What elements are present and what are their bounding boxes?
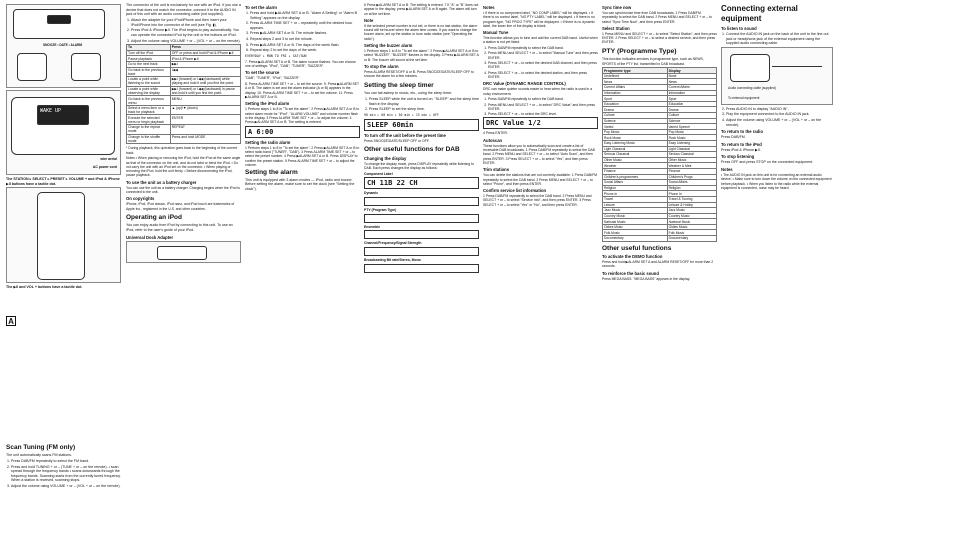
table-row	[127, 77, 241, 87]
dab-lcd-1	[364, 177, 479, 189]
cell: Current Affairs	[667, 85, 716, 91]
manual-step-3: 3. Press SELECT + or – to select the desired DAB channel, and then press ENTER.	[488, 61, 598, 70]
cell: Change to the shuffle mode	[127, 134, 171, 144]
connect-step-2: 2. Press AUDIO IN to display "AUDIO IN".	[726, 107, 833, 112]
unit-back-illustration	[730, 54, 770, 82]
change-display-text: To change the display mode, press DISPLAY repeatedly while listening to DAB. Each press changes the display as follows:	[364, 161, 474, 170]
manual-tune-text: This function allows you to tune and add the current DAB band. Useful when a station is not yet listed.	[483, 36, 598, 45]
alarm-step-5: 5. Press ▶ALARM SET A or B. The days of the week flash.	[250, 43, 360, 48]
sleep-step-1: 1. Press SLEEP while the unit is turned on. "SLEEP" and the sleep time flash in the display.	[369, 97, 479, 106]
dab-lcd-label-6: Broadcasting Bit rate/Stereo, Mono	[364, 258, 421, 263]
cell: Sport	[603, 96, 668, 102]
cell: Jazz Music	[603, 208, 668, 214]
ipod-title: Operating an iPod	[126, 213, 182, 221]
alarm-step-3: 3. Press ▶ALARM SET A or B. The minute flashes.	[250, 31, 360, 36]
confirm-text: 1 Press DAB/FM repeatedly to select the DAB band. 2 Press MENU and SELECT + or – to select "Service Info", and then press ENTER. 3 Press SELECT + or – to select "Yes" or "No", and then press ENTER.	[483, 194, 592, 207]
radio-alarm-title: Setting the radio alarm	[245, 139, 291, 145]
cell: Current Affairs	[603, 85, 668, 91]
cell: I◀◀	[170, 67, 240, 77]
cell: Weather & Metr	[667, 163, 716, 169]
pty-text: This function indicates services in programme type, such as NEWS, SPORTS of the PTY list, transmitted in DAB broadcast.	[602, 57, 704, 66]
cell: Leisure & Hobby	[667, 202, 716, 208]
other-functions-title: Other useful functions	[602, 244, 672, 252]
remote-illustration	[37, 192, 85, 280]
sleep-cycle: 90 min ▸ 60 min ▸ 30 min ▸ 15 min ▸ OFF	[364, 112, 439, 117]
cell: Go back to the previous track	[127, 67, 171, 77]
cable-caption: Audio connecting cable (supplied)	[728, 85, 776, 90]
figure-unit-top	[6, 4, 121, 88]
caption-top: The STATION ▸ SELECT ▸ PRESET ▸ VOLUME + and iPod & iPhone ▶II buttons have a tactile dot.	[6, 177, 120, 186]
ac-cord-label: AC power cord	[92, 165, 117, 169]
connect-step-3: 3. Play the equipment connected to the AUDIO IN jack.	[726, 112, 833, 117]
section-badge: A	[6, 316, 16, 326]
ipod-intro-note: The connector of the unit is exclusively for use with an iPod. If you use a device that does not match the connector, connect it to the AUDIO IN jack of this unit with an audio connecting cable (not supplied).	[126, 3, 241, 17]
connect-steps-1	[721, 32, 833, 46]
cell: ENTER	[170, 115, 240, 125]
drc-step-4: 4 Press ENTER.	[483, 131, 508, 136]
alarm-lcd: A 6:00	[245, 126, 360, 138]
scan-title: Scan Tuning (FM only)	[6, 443, 76, 451]
alarm-detail: 8. Press ALARM TIME SET + or – to set the source. 9. Press ▶ALARM SET A or B. The alarm is set and the alarm indicator (A or B) appears in the display. 10. Press ALARM TIME SET + or – to set the volume. 11. Press ▶ALARM SET A or B.	[245, 82, 360, 99]
stop-alarm-text: Press ALARM RESET/OFF A or B. Press SNOOZE/DATE/SLEEP OFF to snooze the alarm for a few minutes.	[364, 69, 474, 79]
cell: Undefined	[603, 73, 668, 79]
unit-back-view	[71, 53, 101, 81]
note-title: Note	[364, 17, 374, 23]
drc-text: DRC can make quieter sounds easier to hear when the radio is used in a noisy environment.	[483, 87, 593, 96]
scan-step-1: 1. Press DAB/FM repeatedly to select the FM band.	[11, 459, 121, 464]
cell: National Music	[667, 219, 716, 225]
cell: Pop Music	[603, 129, 668, 135]
alarm-step-2: 2. Press ALARM TIME SET + or – repeatedly until the desired hour appears.	[250, 21, 360, 30]
caption-bottom: The ▶II and VOL + buttons have a tactile dot.	[6, 285, 83, 289]
return-radio-title: To return to the radio	[721, 129, 764, 135]
alarm-intro: This unit is equipped with 3 alarm modes — iPod, radio and buzzer. Before setting the alarm, make sure to set the clock (see "Setting the clock").	[245, 177, 355, 191]
cell: Documentary	[603, 236, 668, 242]
cell: Folk Music	[667, 230, 716, 236]
table-row	[127, 105, 241, 115]
column-6	[602, 3, 717, 540]
cell: Varied	[603, 124, 668, 130]
cell: Go to the next track	[127, 61, 171, 67]
cell: Pause playback	[127, 56, 171, 62]
col7-notes-title: Notes	[721, 166, 733, 172]
drc-title: DRC Value (DYNAMIC RANGE CONTROL)	[483, 81, 566, 87]
cell: Documentary	[667, 236, 716, 242]
cell: Religion	[667, 185, 716, 191]
listen-title: To listen to sound	[721, 26, 757, 31]
dab-lcd-label-3: PTY (Program Type)	[364, 207, 397, 212]
cell: Science	[667, 118, 716, 124]
days-cycle: EVERYDAY ▸ MON TO FRI ▸ SAT/SUN	[245, 53, 307, 58]
ipod-text: You can enjoy audio from iPod by connecting to this unit. To use an iPod, refer to the user's guide of your iPod.	[126, 223, 233, 233]
sleep-timer-title: Setting the sleep timer	[364, 81, 434, 89]
ipod-control-table	[126, 44, 241, 144]
connect-step-1: 1. Connect the AUDIO IN jack on the back of the unit to the line out jack or headphone jack of the external equipment using the supplied audio connecting cable.	[726, 32, 833, 46]
select-station-text: 1 Press MENU and SELECT + or – to select "Select Station", and then press ENTER. 2 Press SELECT + or – to select a desired service, and then press ENTER.	[602, 31, 717, 45]
demo-text: Press and hold ▶ALARM SET A and ALARM RESET/OFF for more than 2 seconds.	[602, 260, 714, 269]
dab-lcd-2	[364, 197, 479, 206]
unit-illustration	[13, 9, 105, 39]
cell: Turn off the iPod	[127, 50, 171, 56]
dab-lcd-label-1: Component Label	[364, 171, 393, 176]
pty-table	[602, 67, 717, 241]
manual-select-title: Select Station	[602, 25, 630, 31]
cell: National Music	[603, 219, 668, 225]
cell: Pop Music	[667, 129, 716, 135]
notes-title: Notes	[483, 5, 495, 10]
copyright-title: On copyrights	[126, 196, 155, 202]
stop-listening-title: To stop listening	[721, 154, 755, 160]
cell: Go back to the previous menu	[127, 96, 171, 106]
display-readout: WAKE UP	[40, 108, 62, 114]
notes-block: Notes • When placing or removing the iPod, hold the iPod at the same angle as that of the connector on the unit, and do not twist or bend the iPod. • Do not carry the unit with an iPod set on the connector. • When playing or removing the iPod, hold the unit firmly. • Before disconnecting the iPod, pause playback.	[126, 156, 241, 178]
drc-step-1: 1. Press DAB/FM repeatedly to select the DAB band.	[488, 97, 598, 101]
table-row	[127, 96, 241, 106]
cell: ▶▶I (forward) or I◀◀ (backward) in pause and hold it until you find the point.	[170, 86, 240, 96]
battery-text: You can use the unit as a battery charger. Charging begins when the iPod is connected to the unit.	[126, 185, 240, 195]
cell: Oldies Music	[603, 224, 668, 230]
connect-step-4: 4. Adjust the volume using VOLUME + or – (VOL + or – on the remote).	[726, 118, 833, 127]
manual-step-1: 1. Press DAB/FM repeatedly to select the DAB band.	[488, 46, 598, 50]
ipod-alarm-title: Setting the iPod alarm	[245, 101, 290, 107]
scan-steps	[6, 459, 121, 489]
cell: MENU	[170, 96, 240, 106]
sleep-step-2: 2. Press SLEEP to set the sleep time.	[369, 107, 479, 112]
column-3	[245, 3, 360, 540]
trim-text: You can delete the stations that are not currently available. 1 Press DAB/FM repeatedly to select the DAB band. 2 Press MENU and SELECT + or – to select "Prune", and then press ENTER.	[483, 173, 598, 186]
cell: OFF or press and hold iPod & iPhone ▶II	[170, 50, 240, 56]
change-display-title: Changing the display	[364, 155, 407, 161]
return-radio-text: Press DAB/FM.	[721, 135, 746, 140]
ipod-step-2: 2. Press iPod & iPhone ▶II. The iPod begins to play automatically. You can operate the connected iPod by the unit or the buttons on iPod.	[131, 28, 241, 37]
cell: Education	[603, 101, 668, 107]
alarm-note: 7. Press ▶ALARM SET A or B. The alarm source flashes. You can choose one of settings: "iPod", "DAB", "TUNER", "BUZZER".	[245, 59, 356, 69]
cell: Rock Music	[603, 135, 668, 141]
figure-strip: SNOOZE • DATE • ALARM	[43, 43, 83, 47]
cell: News	[667, 79, 716, 85]
source-options: "DAB", "TUNER", "iPod", "BUZZER"	[245, 76, 300, 81]
stop-listening-text: Press OFF and press STOP on the connected equipment.	[721, 160, 814, 165]
turn-off-text: Press SNOOZE/DATE/SLEEP OFF or OFF.	[364, 138, 430, 143]
alarm-section-title: Setting the alarm	[245, 169, 298, 177]
cell: Phone In	[603, 191, 668, 197]
cell: Light Classical	[667, 146, 716, 152]
turn-off-title: To turn off the unit before the preset time	[364, 132, 446, 138]
cell: News	[603, 79, 668, 85]
cell: Drama	[667, 107, 716, 113]
ipod-steps	[126, 18, 241, 43]
cell: Easy Listening Music	[603, 140, 668, 146]
drc-lcd-text: DRC Value 1/2	[486, 119, 541, 128]
dab-lcd-label-5: Channel/Frequency/Signal Strength	[364, 241, 422, 246]
cell: iPod & iPhone ▶II	[170, 56, 240, 62]
connection-figure	[721, 47, 833, 105]
scan-step-2: 2. Press and hold TUNING + or – (TUNE + or – on the remote). • scan spread through the frequency bands • scans downwards through the frequency bands. Scanning starts from the currently tuned frequency. When a station is received, scanning stops.	[11, 465, 121, 483]
cell: Social Affairs	[667, 180, 716, 186]
sync-text: You can synchronize time from DAB broadcasts. 1 Press DAB/FM repeatedly to select the DAB band. 2 Press MENU and SELECT + or – to select "Sync Time Now", and then press ENTER.	[602, 11, 712, 24]
cell: Religion	[603, 185, 668, 191]
cell: Information	[603, 90, 668, 96]
pty-title: PTY (Programme Type)	[602, 47, 677, 55]
unit-side-view	[17, 53, 47, 81]
ipod-step-3: 3. Adjust the volume using VOLUME + or – (VOL + or – on the remote).	[131, 39, 241, 44]
drc-step-2: 2. Press MENU and SELECT + or – to select "DRC Value" and then press ENTER.	[488, 103, 598, 112]
demo-title: To activate the DEMO function	[602, 254, 663, 260]
trim-title: Trim stations	[483, 167, 510, 173]
column-5	[483, 3, 598, 540]
dab-functions-title: Other useful functions for DAB	[364, 146, 460, 154]
cell: REPEAT	[170, 125, 240, 135]
table-row	[127, 67, 241, 77]
reset-text: Press MEGA BASS. "MEGA BASS" appears in the display.	[602, 276, 691, 281]
confirm-title: Confirm service list information	[483, 188, 547, 194]
dab-lcd-4	[364, 230, 479, 239]
pty-head-display: Display	[667, 68, 716, 74]
cell: Select a menu item or a track for playback	[127, 105, 171, 115]
table-row	[127, 115, 241, 125]
cell: ▶▶I	[170, 61, 240, 67]
table-footnote: * During playback, this operation goes back to the beginning of the current track.	[126, 146, 238, 155]
cell: Finance	[603, 168, 668, 174]
sleep-text: You can fall asleep to music, etc., using the sleep timer.	[364, 91, 453, 96]
cell: Rock Music	[667, 135, 716, 141]
cell: Leisure	[603, 202, 668, 208]
table-row	[127, 125, 241, 135]
buzzer-text: 1 Perform steps 1 to 8 in "To set the alarm". 2 Press ▶ALARM SET A or B to select "BUZZER". "BUZZER" flashes in the display. 3 Press ▶ALARM SET A or B. The buzzer will sound at the set time.	[364, 49, 479, 62]
set-source-title: To set the source	[245, 70, 280, 76]
ipod-alarm-text: 1 Perform steps 1 to 8 in "To set the alarm". 2 Press ▶ALARM SET A or B to select alarm mode for "iPod". "ALARM VOLUME" and volume number flash in the display. 3 Press ALARM TIME SET + or – to adjust the volume. 4 Press ▶ALARM SET A or B. The setting is entered.	[245, 107, 360, 125]
dock-adapter-figure	[126, 241, 241, 263]
cell: Jazz Music	[667, 208, 716, 214]
pty-head-type: Programme type	[603, 68, 668, 74]
universal-dock-title: Universal Dock Adapter	[126, 234, 174, 240]
cell: Travel	[603, 196, 668, 202]
sync-title: Sync time now	[602, 5, 632, 10]
drc-step-3: 3. Press SELECT + or – to select the DRC level.	[488, 112, 598, 116]
connect-steps-2	[721, 107, 833, 127]
sleep-steps	[364, 97, 479, 112]
cell: Culture	[603, 113, 668, 119]
connecting-title: Connecting external equipment	[721, 4, 798, 23]
dock-adapter-illustration	[157, 246, 207, 260]
cell: Children's programmes	[603, 174, 668, 180]
dab-lcd-label-4: Ensemble	[364, 224, 381, 229]
cell: Change to the repeat mode	[127, 125, 171, 135]
dab-lcd-5	[364, 247, 479, 256]
table-row	[127, 134, 241, 144]
scan-intro: The unit automatically scans FM stations.	[6, 453, 72, 457]
drc-steps	[483, 97, 598, 116]
cell: ▶▶I (forward) or I◀◀ (backward) while playing and hold it until you find the point.	[170, 77, 240, 87]
autoscan-text: These functions allow you to automatically scan and create a list of receivable DAB broadcasts. 1 Press DAB/FM repeatedly to select the DAB band. 2 Press MENU and SELECT + or – to select "Auto Scan", and then press ENTER. 3 Press SELECT + or – to select "Yes", and then press ENTER.	[483, 143, 595, 165]
cell: Light Classical	[603, 146, 668, 152]
cell: Sport	[667, 96, 716, 102]
return-ipod-text: Press iPod & iPhone ▶II.	[721, 147, 761, 152]
drc-lcd	[483, 117, 598, 129]
alarm-note-2: If the selected preset number is not set, or there is no last station, the alarm sound will be buzzer when the alarm time comes. If you want to change the buzzer alarm, set up the station or tune radio station (see "Operating the radio").	[364, 23, 478, 41]
cell: Culture	[667, 113, 716, 119]
cell: Execute the selected menu or begin playback	[127, 115, 171, 125]
column-7	[721, 3, 833, 540]
col4-top-text: 6 Press ▶ALARM SET A or B. The setting is entered. 7 If "A" or "B" does not appear in the display, press ▶ALARM SET A or B again. The alarm will turn on at the set time.	[364, 3, 479, 16]
external-caption: To external equipment	[728, 95, 760, 100]
return-ipod-title: To return to the iPod	[721, 141, 762, 147]
dab-lcd-readout: CH 11B 22 CH	[367, 179, 418, 188]
alarm-step-1: 1. Press and hold ▶ALARM SET A or B. "Alarm A Setting" or "Alarm B Setting" appears on the display.	[250, 11, 360, 20]
scan-step-3: 3. Adjust the volume using VOLUME + or – (VOL + or – on the remote).	[11, 484, 121, 489]
cell: Oldies Music	[667, 224, 716, 230]
battery-title: To use the unit as a battery charger	[126, 179, 197, 185]
sleep-lcd	[364, 119, 479, 131]
front-display	[37, 105, 89, 125]
manual-tune-title: Manual Tune	[483, 30, 509, 36]
cell: ▲ (up)/▼ (down)	[170, 105, 240, 115]
cell: Information	[667, 90, 716, 96]
dab-lcd-label-2: Dynamic	[364, 191, 379, 196]
cell: Country Music	[667, 213, 716, 219]
manual-step-4: 4. Press SELECT + or – to select the desired station, and then press ENTER.	[488, 71, 598, 80]
cell: Social Affairs	[603, 180, 668, 186]
autoscan-title: Autoscan	[483, 137, 503, 143]
alarm-set-title: To set the alarm	[245, 5, 277, 10]
cell: Drama	[603, 107, 668, 113]
cell: Locate a point while observing the display	[127, 86, 171, 96]
stop-alarm-title: To stop the alarm	[364, 63, 399, 69]
reset-title: To reinforce the basic sound	[602, 270, 659, 276]
alarm-step-4: 4. Repeat steps 2 and 3 to set the minute.	[250, 37, 360, 42]
cell: Locate a point while listening to the sound	[127, 77, 171, 87]
cell: Science	[603, 118, 668, 124]
figure-unit-front	[6, 90, 121, 175]
column-2	[126, 3, 241, 540]
cell: Children's Progs	[667, 174, 716, 180]
cell: Travel & Touring	[667, 196, 716, 202]
buzzer-alarm-title: Setting the buzzer alarm	[364, 43, 413, 49]
table-row	[127, 86, 241, 96]
cell: Varied Speech	[667, 124, 716, 130]
table-head-to: To	[127, 45, 171, 51]
cell: Phone In	[667, 191, 716, 197]
dab-lcd-3	[364, 214, 479, 223]
cell: Easy Listening	[667, 140, 716, 146]
cell: Weather	[603, 163, 668, 169]
cell: None	[667, 73, 716, 79]
alarm-steps	[245, 11, 360, 53]
table-row	[127, 50, 241, 56]
cell: Other Music	[603, 157, 668, 163]
ipod-step-1: 1. Attach the adapter for your iPod/iPhone and then insert your iPod/iPhone into the connector of the unit (see Fig. ▮).	[131, 18, 241, 27]
radio-alarm-text: 1 Perform steps 1 to 8 in "To set the alarm". 2 Press ▶ALARM SET A or B to select radio band ("TUNER", "DAB"). 3 Press ALARM TIME SET + or – to select the preset number. 4 Press ▶ALARM SET A or B. Press DISPLAY to confirm the preset station. 5 Press ALARM TIME SET + or – to adjust the volume.	[245, 145, 360, 167]
cell: Country Music	[603, 213, 668, 219]
manual-steps	[483, 46, 598, 79]
cell: Other Music	[667, 157, 716, 163]
col5-notes: • If there is no component label, "NO COMP LABEL" will be displayed. • If there is no control label, "NO PTY LABEL" will be displayed. • If there is no program type, "NO PROG TYPE" will be displayed. • If there is no dynamic label, the lower line of the display is blank.	[483, 11, 595, 28]
alarm-step-6: 6. Repeat step 2 to set the days of the week.	[250, 48, 360, 53]
wire-aerial-label: wire aerial	[100, 157, 117, 161]
table-head-press: Press	[170, 45, 240, 51]
col7-notes: • The AUDIO IN jack on this unit is for connecting an external audio device. • Make sure to turn down the volume on the connected equipment before playback. • When you listen to the radio while the external equipment is connected, noise may be heard.	[721, 172, 832, 190]
cell: Press and hold MODE	[170, 134, 240, 144]
dab-lcd-6	[364, 264, 479, 273]
cell: Serious Classical	[603, 152, 668, 158]
manual-step-2: 2. Press MENU and SELECT + or – to select "Manual Tune" and then press ENTER.	[488, 51, 598, 60]
sleep-lcd-text: SLEEP 60min	[367, 120, 414, 129]
column-4	[364, 3, 479, 540]
unit-display	[47, 15, 71, 24]
copyright-text: iPhone, iPod, iPod classic, iPod nano, and iPod touch are trademarks of Apple Inc., registered in the U.S. and other countries.	[126, 202, 235, 211]
column-1	[6, 3, 121, 540]
cable-line	[772, 66, 822, 67]
figure-remote	[6, 187, 121, 283]
table-row	[603, 236, 717, 242]
cell: Folk Music	[603, 230, 668, 236]
cell: Education	[667, 101, 716, 107]
cell: Finance	[667, 168, 716, 174]
cell: Serious Classical	[667, 152, 716, 158]
